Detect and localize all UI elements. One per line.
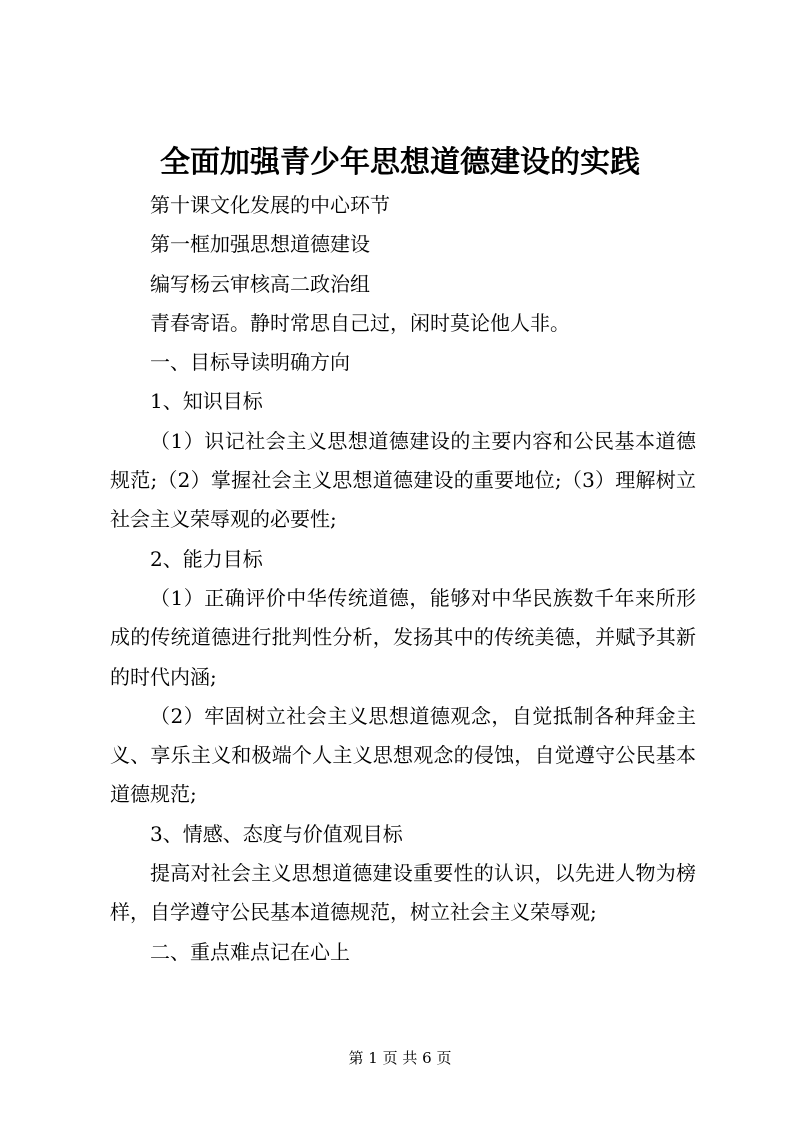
paragraph-motto: 青春寄语。静时常思自己过，闲时莫论他人非。 — [150, 310, 570, 335]
paragraph-author-info: 编写杨云审核高二政治组 — [150, 271, 370, 296]
document-body — [110, 186, 696, 972]
heading-key-points: 二、重点难点记在心上 — [150, 939, 350, 964]
paragraph-lesson-title: 第十课文化发展的中心环节 — [150, 193, 390, 217]
paragraph-knowledge-goals: （1）识记社会主义思想道德建设的主要内容和公民基本道德规范;（2）掌握社会主义思想道德建设的重要地位;（3）理解树立社会主义荣辱观的必要性; — [110, 428, 696, 532]
document-title: 全面加强青少年思想道德建设的实践 — [160, 145, 640, 180]
heading-ability-goals: 2、能力目标 — [150, 546, 263, 571]
paragraph-ability-goal-1: （1）正确评价中华传统道德，能够对中华民族数千年来所形成的传统道德进行批判性分析，发扬其中的传统美德，并赋予其新的时代内涵; — [110, 585, 696, 689]
page-footer: 第 1 页 共 6 页 — [348, 1049, 452, 1067]
heading-goals: 一、目标导读明确方向 — [150, 350, 350, 375]
paragraph-section-title: 第一框加强思想道德建设 — [150, 232, 370, 257]
heading-value-goals: 3、情感、态度与价值观目标 — [150, 821, 403, 846]
heading-knowledge-goals: 1、知识目标 — [150, 389, 263, 414]
paragraph-value-goals: 提高对社会主义思想道德建设重要性的认识，以先进人物为榜样，自学遵守公民基本道德规范，树立社会主义荣辱观; — [110, 861, 696, 925]
paragraph-ability-goal-2: （2）牢固树立社会主义思想道德观念，自觉抵制各种拜金主义、享乐主义和极端个人主义思想观念的侵蚀，自觉遵守公民基本道德规范; — [110, 703, 696, 807]
